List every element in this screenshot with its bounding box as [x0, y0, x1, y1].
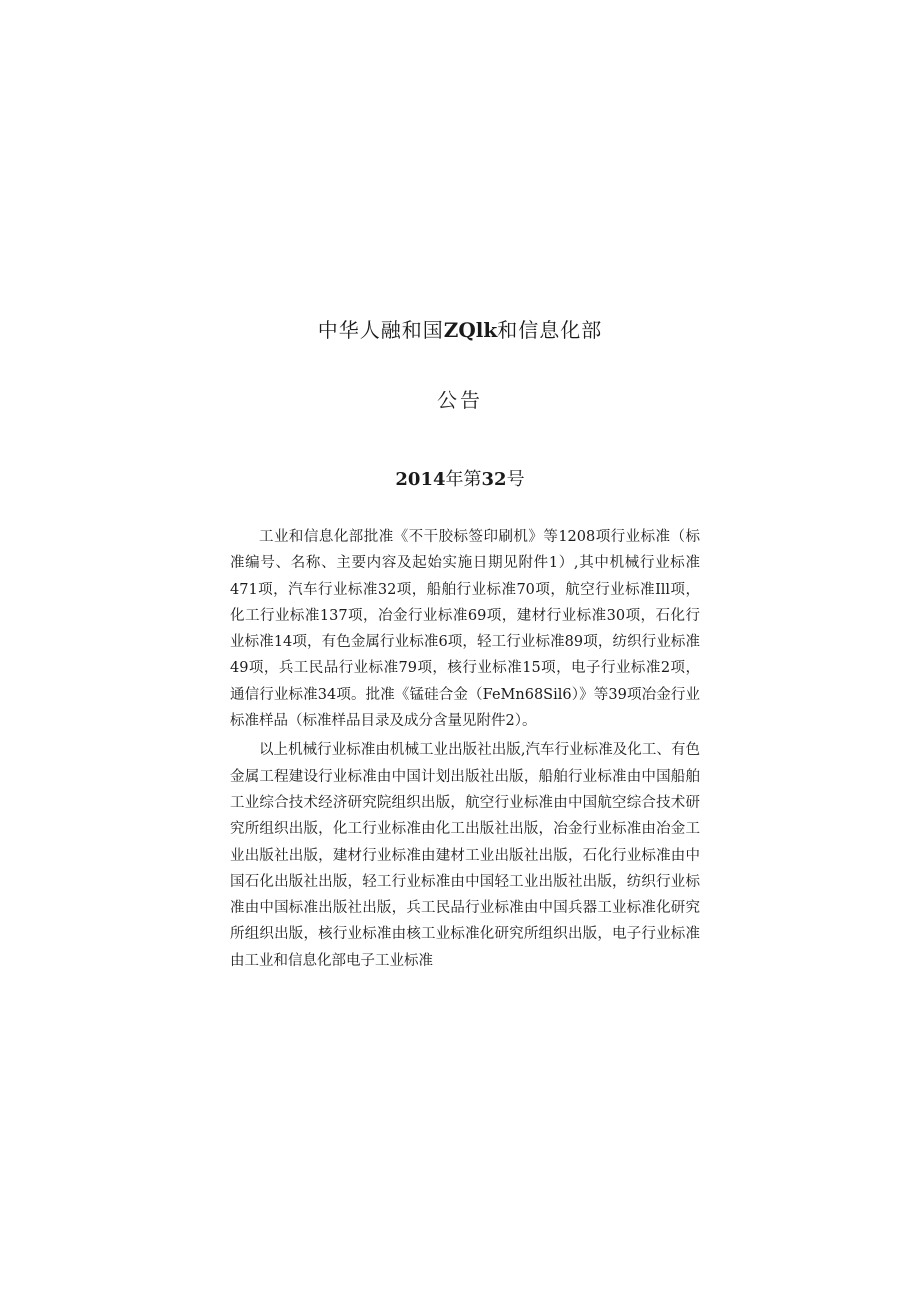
issuer-title: [0, 316, 920, 344]
announcement-issue-no: 32: [481, 469, 507, 490]
issuer-name-part3: 和信息化部: [497, 318, 603, 342]
announcement-body: [230, 524, 700, 977]
body-paragraph-1: 工业和信息化部批准《不干胶标签印刷机》等1208项行业标准（标准编号、名称、主要内容及起始实施日期见附件1）,其中机械行业标准471项，汽车行业标准32项，船舶行业标准70项，航空行业标准Ill项，化工行业标准137项，冶金行业标准69项，建材行业标准30项，石化行业标准14项，有色金属行业标准6项，轻工行业标准89项，纺织行业标准49项，兵工民品行业标准79项，核行业标准15项，电子行业标准2项，通信行业标准34项。批准《锰硅合金（FeMn68Sil6）》等39项冶金行业标准样品（标准样品目录及成分含量见附件2）。: [230, 529, 700, 730]
document-type: 公告: [437, 388, 483, 412]
body-paragraph-2: 以上机械行业标准由机械工业出版社出版,汽车行业标准及化工、有色金属工程建设行业标准由中国计划出版社出版，船舶行业标准由中国船舶工业综合技术经济研究院组织出版，航空行业标准由中国航空综合技术研究所组织出版，化工行业标准由化工出版社出版，冶金行业标准由冶金工业出版社出版，建材行业标准由建材工业出版社出版，石化行业标准由中国石化出版社出版，轻工行业标准由中国轻工业出版社出版，纺织行业标准由中国标准出版社出版，兵工民品行业标准由中国兵器工业标准化研究所组织出版，核行业标准由核工业标准化研究所组织出版，电子行业标准由工业和信息化部电子工业标准: [230, 742, 700, 969]
announcement-issue-suffix: 号: [506, 469, 525, 490]
issuer-name-part1: 中华人融和国: [317, 318, 444, 342]
announcement-number: [0, 466, 920, 494]
issuer-name-part2: ZQlk: [443, 318, 498, 342]
announcement-year: 2014: [395, 469, 446, 490]
announcement-year-suffix: 年第: [445, 469, 482, 490]
